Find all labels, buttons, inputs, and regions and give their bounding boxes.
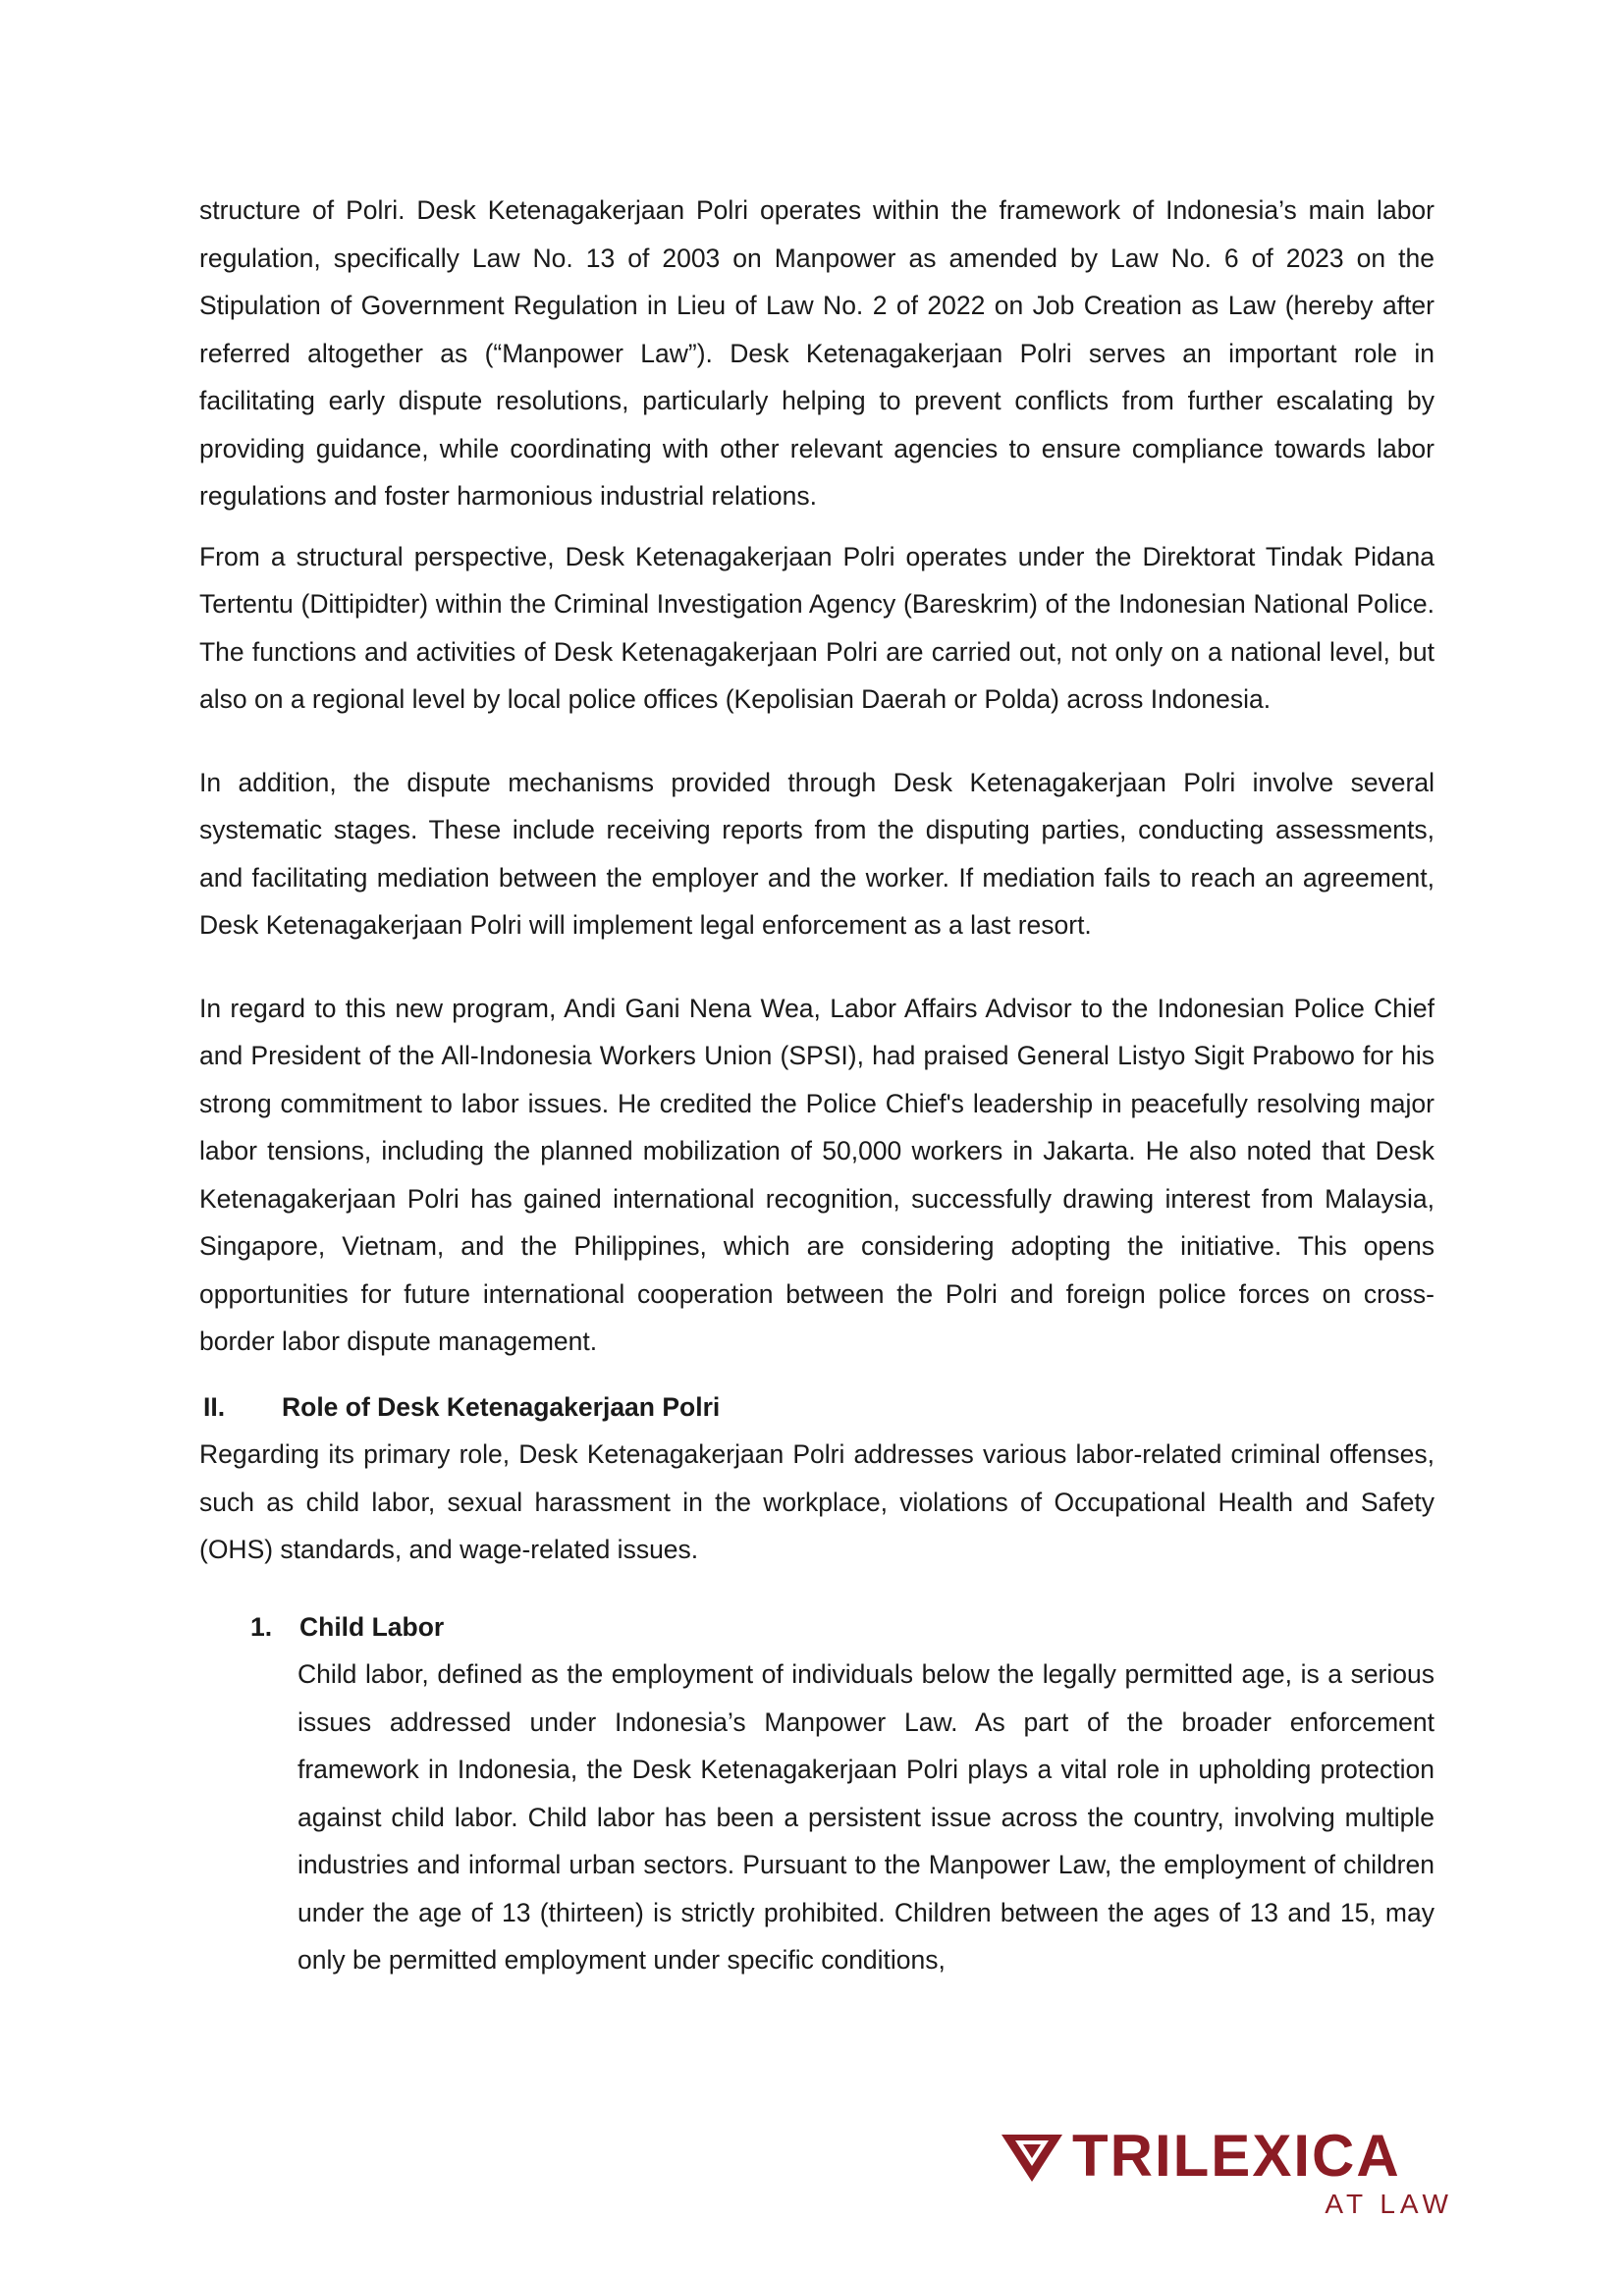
list-item-body: Child labor, defined as the employment of individuals below the legally permitted age, is a serious issues addressed under Indonesia’s Manpower Law. As part of the broader enforcement framework in Indonesia, the Desk Ketenagakerjaan Polri plays a vital role in upholding protection against child labor. Child labor has been a persistent issue across the country, involving multiple industries and informal urban sectors. Pursuant to the Manpower Law, the employment of children under the age of 13 (thirteen) is strictly prohibited. Children between the ages of 13 and 15, may only be permitted employment under specific conditions, [298, 1659, 1435, 1975]
document-body [199, 187, 1435, 1984]
list-item-number: 1. [250, 1611, 273, 1642]
list-item-title: Child Labor [299, 1611, 445, 1642]
section-title: Role of Desk Ketenagakerjaan Polri [282, 1391, 721, 1422]
list-item [250, 1603, 1435, 1984]
logo-wordmark: TRILEXICA [1072, 2123, 1401, 2189]
trilexica-logo [1001, 2121, 1453, 2219]
list-item-heading [250, 1603, 1435, 1651]
section-number: II. [203, 1391, 226, 1422]
paragraph: In addition, the dispute mechanisms provided through Desk Ketenagakerjaan Polri involve several systematic stages. These include receiving reports from the disputing parties, conducting assessments, and facilitating mediation between the employer and the worker. If mediation fails to reach an agreement, Desk Ketenagakerjaan Polri will implement legal enforcement as a last resort. [199, 767, 1435, 940]
chevron-logo-icon [1001, 2135, 1062, 2182]
logo-tagline: AT LAW [1325, 2189, 1453, 2219]
section-intro: Regarding its primary role, Desk Ketenagakerjaan Polri addresses various labor-related criminal offenses, such as child labor, sexual harassment in the workplace, violations of Occupational Health and Safety (OHS) standards, and wage-related issues. [199, 1439, 1435, 1564]
paragraph: structure of Polri. Desk Ketenagakerjaan Polri operates within the framework of Indonesia’s main labor regulation, specifically Law No. 13 of 2003 on Manpower as amended by Law No. 6 of 2023 on the Stipulation of Government Regulation in Lieu of Law No. 2 of 2022 on Job Creation as Law (hereby after referred altogether as (“Manpower Law”). Desk Ketenagakerjaan Polri serves an important role in facilitating early dispute resolutions, particularly helping to prevent conflicts from further escalating by providing guidance, while coordinating with other relevant agencies to ensure compliance towards labor regulations and foster harmonious industrial relations. [199, 195, 1435, 511]
section-heading [199, 1383, 1435, 1432]
paragraph: From a structural perspective, Desk Ketenagakerjaan Polri operates under the Direktorat Tindak Pidana Tertentu (Dittipidter) within the Criminal Investigation Agency (Bareskrim) of the Indonesian National Police. The functions and activities of Desk Ketenagakerjaan Polri are carried out, not only on a national level, but also on a regional level by local police offices (Kepolisian Daerah or Polda) across Indonesia. [199, 541, 1435, 714]
paragraph: In regard to this new program, Andi Gani Nena Wea, Labor Affairs Advisor to the Indonesian Police Chief and President of the All-Indonesia Workers Union (SPSI), had praised General Listyo Sigit Prabowo for his strong commitment to labor issues. He credited the Police Chief's leadership in peacefully resolving major labor tensions, including the planned mobilization of 50,000 workers in Jakarta. He also noted that Desk Ketenagakerjaan Polri has gained international recognition, successfully drawing interest from Malaysia, Singapore, Vietnam, and the Philippines, which are considering adopting the initiative. This opens opportunities for future international cooperation between the Polri and foreign police forces on cross-border labor dispute management. [199, 993, 1435, 1356]
